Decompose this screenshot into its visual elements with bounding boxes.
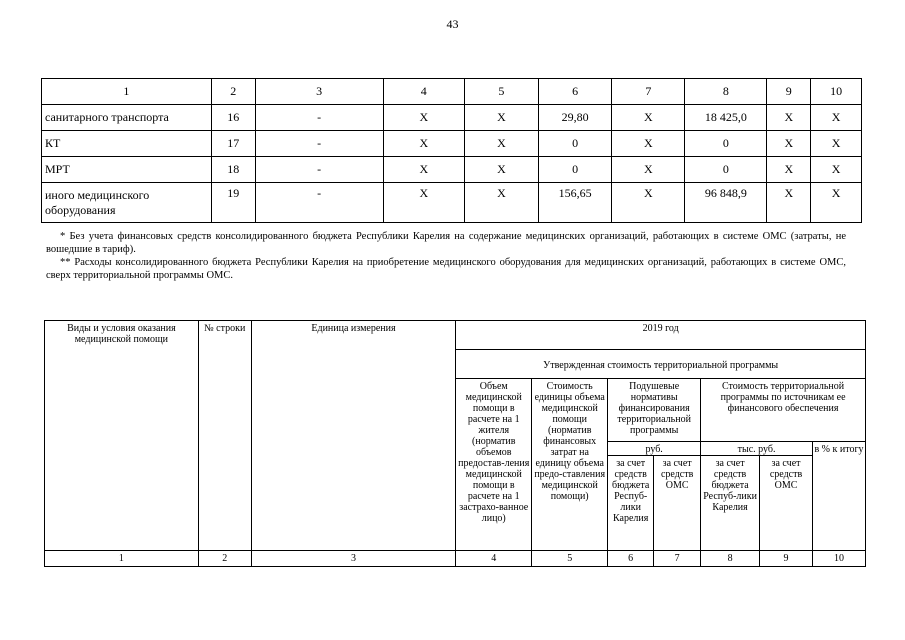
column-number: 8	[685, 79, 767, 105]
column-number: 1	[45, 551, 199, 567]
table-cell: 0	[538, 131, 612, 157]
column-number: 1	[42, 79, 212, 105]
column-number: 2	[211, 79, 255, 105]
column-number: 4	[383, 79, 465, 105]
header-row	[45, 321, 866, 350]
column-number: 5	[532, 551, 608, 567]
footnotes	[46, 230, 846, 282]
table-cell: -	[255, 157, 383, 183]
table-cell: 29,80	[538, 105, 612, 131]
header-per-capita: Подушевые нормативы финансирования территориальной программы	[608, 379, 701, 442]
table-cell: -	[255, 105, 383, 131]
header-rub: руб.	[608, 442, 701, 456]
table-cell: X	[767, 105, 811, 131]
table-cell: X	[465, 105, 539, 131]
column-number: 6	[538, 79, 612, 105]
table-cell: X	[612, 157, 685, 183]
footnote-1: * Без учета финансовых средств консолидированного бюджета Республики Карелия на содержание медицинских организаций, работающих в системе ОМС (затраты, не вошедшие в тариф).	[46, 231, 846, 255]
column-number: 9	[767, 79, 811, 105]
column-numbers-row	[45, 551, 866, 567]
table-header-row	[42, 79, 862, 105]
column-number: 7	[654, 551, 701, 567]
table-cell: X	[811, 131, 862, 157]
header-unit: Единица измерения	[251, 321, 456, 551]
program-cost-table	[44, 320, 866, 567]
table-cell: X	[811, 105, 862, 131]
row-label: КТ	[42, 131, 212, 157]
column-number: 7	[612, 79, 685, 105]
table-cell: -	[255, 183, 383, 223]
column-number: 2	[198, 551, 251, 567]
column-number: 3	[251, 551, 456, 567]
table-cell: X	[767, 131, 811, 157]
table-cell: X	[465, 157, 539, 183]
table-cell: 0	[538, 157, 612, 183]
column-number: 6	[608, 551, 654, 567]
header-unit-cost: Стоимость единицы объема медицинской помощи (норматив финансовых затрат на единицу объема предо-ставления медицинской помощи)	[532, 379, 608, 551]
table-cell: X	[465, 131, 539, 157]
table-cell: -	[255, 131, 383, 157]
table-cell: 0	[685, 157, 767, 183]
table-cell: X	[612, 105, 685, 131]
header-volume: Объем медицинской помощи в расчете на 1 жителя (норматив объемов предостав-ления медицинской помощи в расчете на 1 застрахо-ванное лицо)	[456, 379, 532, 551]
header-percent: в % к итогу	[813, 442, 866, 551]
table-cell: X	[465, 183, 539, 223]
table-cell: X	[383, 157, 465, 183]
header-oms: за счет средств ОМС	[760, 456, 813, 551]
table-cell: 156,65	[538, 183, 612, 223]
header-budget: за счет средств бюджета Респуб-лики Карелия	[608, 456, 654, 551]
table-cell: X	[383, 131, 465, 157]
table-cell: 18 425,0	[685, 105, 767, 131]
header-budget: за счет средств бюджета Респуб-лики Карелия	[701, 456, 760, 551]
table-row	[42, 131, 862, 157]
column-number: 4	[456, 551, 532, 567]
row-label: иного медицинского оборудования	[42, 183, 212, 223]
header-thous-rub: тыс. руб.	[701, 442, 813, 456]
row-label: МРТ	[42, 157, 212, 183]
column-number: 10	[813, 551, 866, 567]
table-row	[42, 105, 862, 131]
table-cell: X	[383, 183, 465, 223]
row-label: санитарного транспорта	[42, 105, 212, 131]
table-cell: 0	[685, 131, 767, 157]
table-row	[42, 157, 862, 183]
financing-table-top	[41, 78, 862, 223]
table-cell: 17	[211, 131, 255, 157]
header-year: 2019 год	[456, 321, 866, 350]
column-number: 10	[811, 79, 862, 105]
table-cell: X	[767, 183, 811, 223]
table-cell: 16	[211, 105, 255, 131]
page-number: 43	[446, 17, 459, 31]
header-cost-by-source: Стоимость территориальной программы по источникам ее финансового обеспечения	[701, 379, 866, 442]
table-cell: X	[811, 157, 862, 183]
header-approved-cost: Утвержденная стоимость территориальной программы	[456, 350, 866, 379]
table-cell: 19	[211, 183, 255, 223]
table-cell: 18	[211, 157, 255, 183]
column-number: 3	[255, 79, 383, 105]
table-cell: X	[612, 183, 685, 223]
table-cell: 96 848,9	[685, 183, 767, 223]
header-types: Виды и условия оказания медицинской помощи	[45, 321, 199, 551]
column-number: 5	[465, 79, 539, 105]
table-row	[42, 183, 862, 223]
table-cell: X	[811, 183, 862, 223]
header-row-number: № строки	[198, 321, 251, 551]
table-cell: X	[612, 131, 685, 157]
column-number: 9	[760, 551, 813, 567]
column-number: 8	[701, 551, 760, 567]
header-oms: за счет средств ОМС	[654, 456, 701, 551]
table-cell: X	[383, 105, 465, 131]
footnote-2: ** Расходы консолидированного бюджета Республики Карелия на приобретение медицинского оборудования для медицинских организаций, работающих в системе ОМС, сверх территориальной программы ОМС.	[46, 257, 846, 281]
table-cell: X	[767, 157, 811, 183]
